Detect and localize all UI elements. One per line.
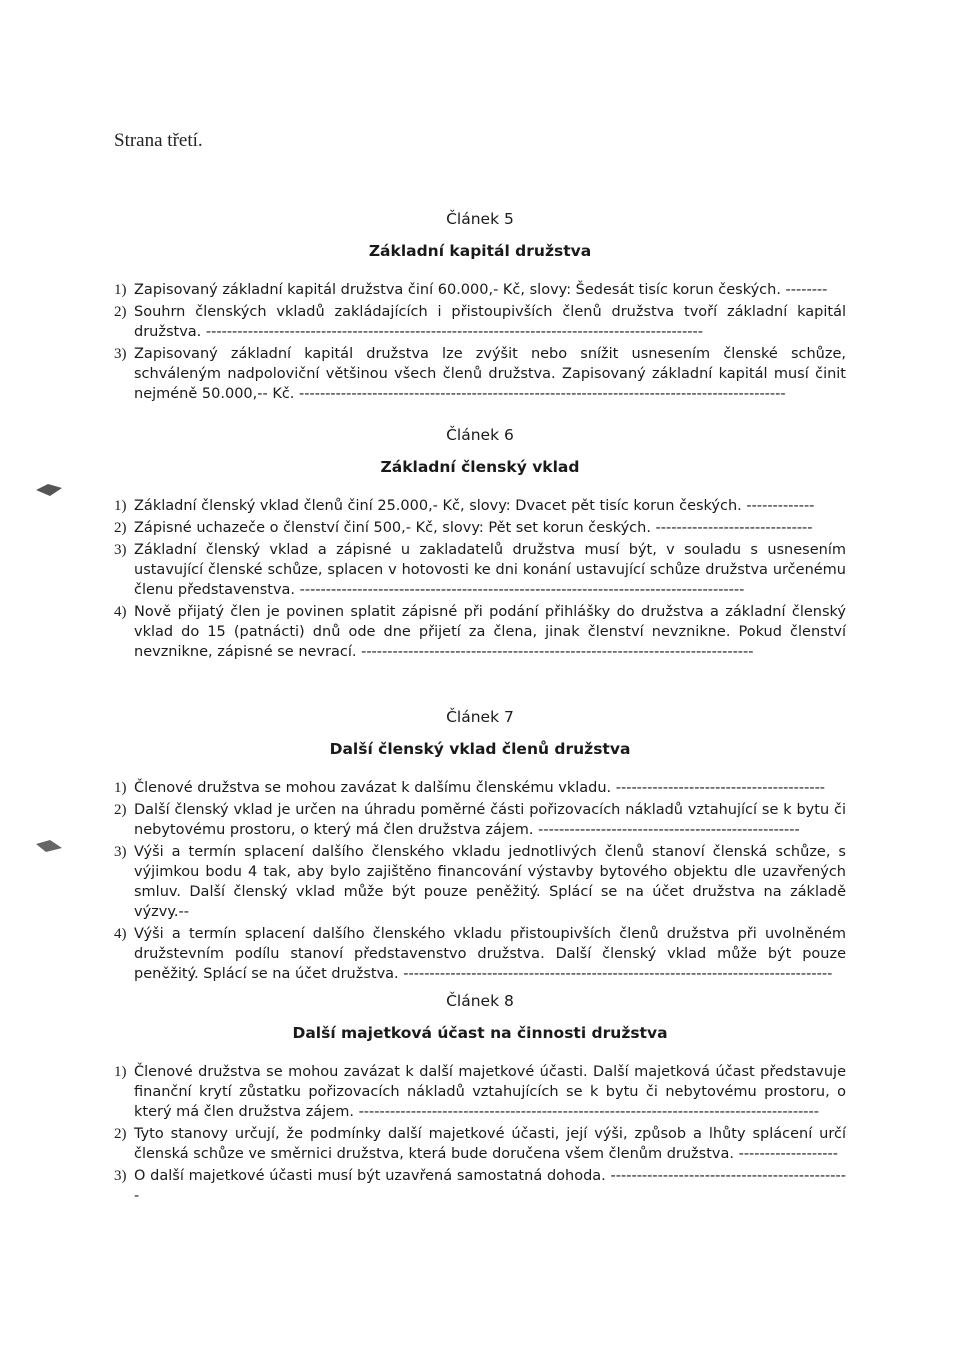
article-items <box>0 1062 960 1206</box>
list-item <box>0 302 846 342</box>
item-number: 4) <box>114 604 127 620</box>
page-label: Strana třetí. <box>114 130 203 151</box>
item-number: 3) <box>114 1168 127 1184</box>
article-number: Článek 6 <box>446 426 514 444</box>
article-7 <box>0 708 960 986</box>
article-number: Článek 5 <box>446 210 514 228</box>
item-number: 2) <box>114 1126 127 1142</box>
article-items <box>0 280 960 404</box>
item-text: Souhrn členských vkladů zakládajících i přistoupivších členů družstva tvoří základní kapitál družstva. ----------------------------------------------------------------------------------------------- <box>134 304 846 340</box>
list-item <box>0 540 846 600</box>
article-title: Další majetková účast na činnosti družstva <box>292 1024 668 1042</box>
list-item <box>0 842 846 922</box>
item-text: Nově přijatý člen je povinen splatit zápisné při podání přihlášky do družstva a základní členský vklad do 15 (patnácti) dnů ode dne přijetí za člena, jinak členství nevznikne. Pokud členství nevznikne, zápisné se nevrací. --------------------------------------------------------------------------- <box>134 604 846 660</box>
item-text: Výši a termín splacení dalšího členského vkladu přistoupivších členů družstva při uvolněném družstevním podílu stanoví představenstvo družstva. Další členský vklad může být pouze peněžitý. Splácí se na účet družstva. ---------------------------------------------------------------------------------- <box>134 926 846 982</box>
article-items <box>0 778 960 984</box>
item-text: O další majetkové účasti musí být uzavřená samostatná dohoda. ---------------------------------------------- <box>134 1168 846 1204</box>
item-text: Zapisovaný základní kapitál družstva lze zvýšit nebo snížit usnesením členské schůze, schváleným nadpoloviční většinou všech členů družstva. Zapisovaný základní kapitál musí činit nejméně 50.000,-- Kč. --------------------------------------------------------------------------------------------- <box>134 346 846 402</box>
article-5 <box>0 210 960 406</box>
item-number: 1) <box>114 1064 127 1080</box>
list-item <box>0 1166 846 1206</box>
article-number: Článek 7 <box>446 708 514 726</box>
item-text: Tyto stanovy určují, že podmínky další majetkové účasti, její výši, způsob a lhůty splácení určí členská schůze ve směrnici družstva, která bude doručena všem členům družstva. ------------------- <box>134 1126 846 1162</box>
item-number: 1) <box>114 498 127 514</box>
item-number: 2) <box>114 304 127 320</box>
item-text: Základní členský vklad členů činí 25.000,- Kč, slovy: Dvacet pět tisíc korun českých. ------------- <box>134 498 815 514</box>
item-number: 3) <box>114 346 127 362</box>
item-text: Základní členský vklad a zápisné u zakladatelů družstva musí být, v souladu s usnesením ustavující členské schůze, splacen v hotovosti ke dni konání ustavující schůze družstva určenému členu představenstva. ------------------------------------------------------------------------------------- <box>134 542 846 598</box>
item-text: Další členský vklad je určen na úhradu poměrné části pořizovacích nákladů vztahující se k bytu či nebytovému prostoru, o který má člen družstva zájem. -------------------------------------------------- <box>134 802 846 838</box>
article-8 <box>0 992 960 1208</box>
punch-hole-mark <box>34 482 64 498</box>
item-number: 2) <box>114 520 127 536</box>
list-item <box>0 518 846 538</box>
list-item <box>0 778 846 798</box>
list-item <box>0 924 846 984</box>
list-item <box>0 496 846 516</box>
list-item <box>0 1124 846 1164</box>
item-number: 4) <box>114 926 127 942</box>
item-number: 1) <box>114 780 127 796</box>
list-item <box>0 800 846 840</box>
list-item <box>0 602 846 662</box>
list-item <box>0 280 846 300</box>
article-items <box>0 496 960 662</box>
item-text: Výši a termín splacení dalšího členského vkladu jednotlivých členů stanoví členská schůze, s výjimkou bodu 4 tak, aby bylo zajištěno financování výstavby bytového objektu dle uzavřených smluv. Další členský vklad může být pouze peněžitý. Splácí se na účet družstva na základě výzvy.-- <box>134 844 846 920</box>
item-number: 3) <box>114 844 127 860</box>
list-item <box>0 1062 846 1122</box>
item-text: Zápisné uchazeče o členství činí 500,- Kč, slovy: Pět set korun českých. ------------------------------ <box>134 520 813 536</box>
article-title: Základní členský vklad <box>380 458 580 476</box>
article-6 <box>0 426 960 664</box>
item-number: 3) <box>114 542 127 558</box>
item-text: Členové družstva se mohou zavázat k další majetkové účasti. Další majetková účast představuje finanční krytí zůstatku pořizovacích nákladů vztahujících se k bytu či nebytovému prostoru, o který má člen družstva zájem. ---------------------------------------------------------------------------------------- <box>134 1064 846 1120</box>
list-item <box>0 344 846 404</box>
article-title: Další členský vklad členů družstva <box>329 740 631 758</box>
item-text: Členové družstva se mohou zavázat k dalšímu členskému vkladu. ---------------------------------------- <box>134 780 826 796</box>
article-number: Článek 8 <box>446 992 514 1010</box>
punch-hole-mark <box>34 838 64 854</box>
item-number: 2) <box>114 802 127 818</box>
item-number: 1) <box>114 282 127 298</box>
item-text: Zapisovaný základní kapitál družstva činí 60.000,- Kč, slovy: Šedesát tisíc korun českých. -------- <box>134 282 828 298</box>
article-title: Základní kapitál družstva <box>368 242 592 260</box>
